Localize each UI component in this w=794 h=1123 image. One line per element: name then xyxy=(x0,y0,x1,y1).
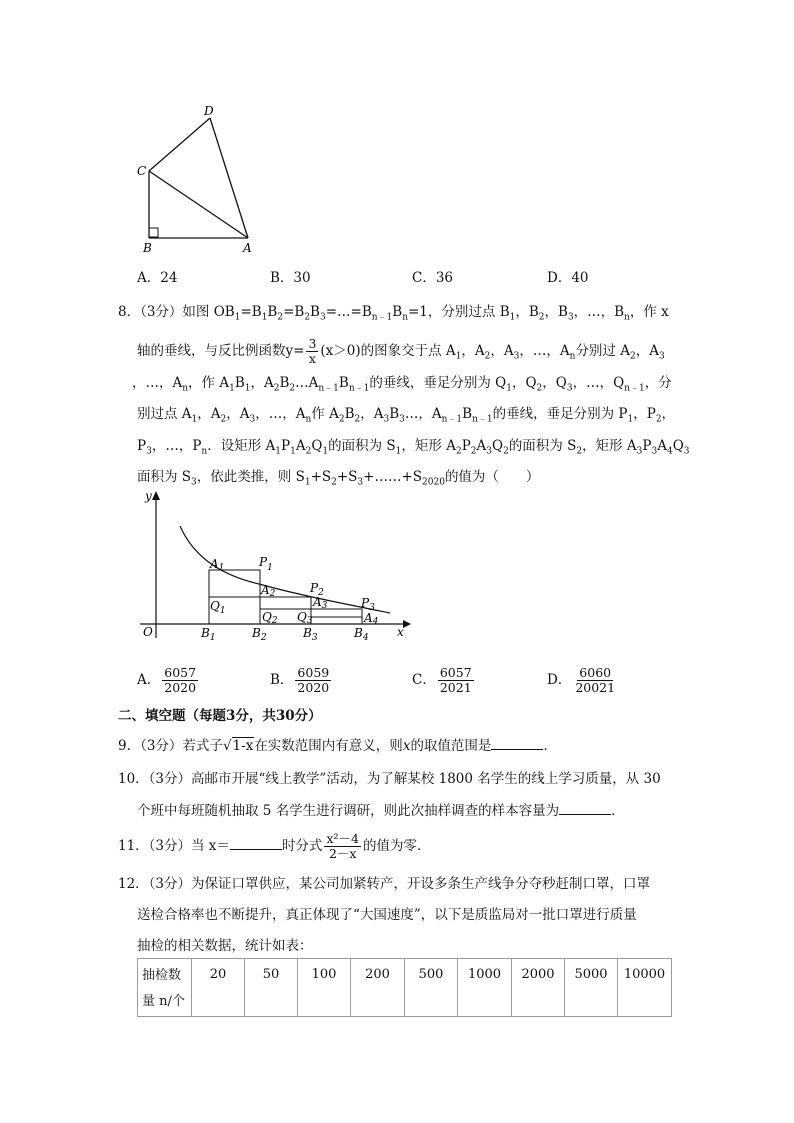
table-cell: 500 xyxy=(405,959,458,1017)
q11-fraction: $\frac{\text{x²－4}}{2-x}$ xyxy=(326,831,359,861)
q7-label-B: B xyxy=(143,241,152,255)
table-cell: 100 xyxy=(298,959,351,1017)
table-cell: 2000 xyxy=(512,959,565,1017)
q10-line-1: 10．（3分）高邮市开展“线上教学”活动，为了解某校 1800 名学生的线上学习质量，从 30 xyxy=(118,771,661,787)
q7-segment-CD xyxy=(149,118,210,171)
q8-option-b: B． $\frac{6059}{2020}$ xyxy=(270,665,330,695)
q8-line-4: 别过点 $A_1$，$A_2$，$A_3$，…，$A_n$作 $A_2B_2$，$A_3B_3\dots$，$A_{n﹣1}B_{n﹣1}$的垂线，垂足分别为 $P_1$，$P_2$， xyxy=(137,406,676,425)
q8-line-1: 8．（3分）如图 $OB_1=B_1B_2=B_2B_3=\dots=B_{n﹣1}B_n=1$，分别过点 $B_1$，$B_2$，$B_3$，…，$B_n$，作 x xyxy=(118,304,669,323)
q11-answer-blank[interactable] xyxy=(230,835,282,850)
q9-sqrt: √1-x xyxy=(222,738,254,754)
table-cell: 10000 xyxy=(618,959,672,1017)
q8-label-B1: $B_1$ xyxy=(201,626,216,643)
q7-label-D: D xyxy=(204,104,214,118)
q12-line-2: 送检合格率也不断提升，真正体现了“大国速度”，以下是质监局对一批口罩进行质量 xyxy=(137,907,637,923)
q8-label-y: y xyxy=(145,489,152,503)
q7-option-d: D．40 xyxy=(547,270,589,286)
q8-label-Q2: Q2 xyxy=(262,610,278,626)
q8-line-3: ，…，$A_n$，作 $A_1B_1$，$A_2B_2\dots A_{n﹣1}B_{n﹣1}$的垂线，垂足分别为 $Q_1$，$Q_2$，$Q_3$，…，$Q_{n﹣1}$，分 xyxy=(132,375,672,394)
q8-label-P2: $P_2$ xyxy=(310,581,324,598)
q7-option-b: B．30 xyxy=(270,270,311,286)
q8-label-O: O xyxy=(143,625,153,639)
q12-line-3: 抽检的相关数据，统计如表： xyxy=(137,938,313,954)
q8-label-B3: $B_3$ xyxy=(303,626,318,643)
q8-rect-A1P1A2Q1 xyxy=(209,570,260,597)
q12-line-1: 12．（3分）为保证口罩供应，某公司加紧转产，开设多条生产线争分夺秒赶制口罩，口罩 xyxy=(118,876,651,892)
q8-label-A1: A1 xyxy=(210,557,225,573)
q8-label-P1: $P_1$ xyxy=(259,555,273,573)
table-cell: 5000 xyxy=(565,959,618,1017)
q8-label-A3: A3 xyxy=(313,595,328,611)
q8-label-B2: $B_2$ xyxy=(252,626,267,643)
q8-option-c: C． $\frac{6057}{2021}$ xyxy=(412,665,472,695)
q7-right-angle-mark xyxy=(149,228,158,237)
q8-function-fraction: $\frac{3}{x}$ xyxy=(308,336,317,366)
q8-line-5: $P_3$，…，$P_n$．设矩形 $A_1P_1A_2Q_1$的面积为 $S_1$，矩形 $A_2P_2A_3Q_2$的面积为 $S_2$，矩形 $A_3P_3A_4Q_3$ xyxy=(137,438,690,457)
table-header-cell: 抽检数 量 n/个 xyxy=(138,959,192,1017)
q8-figure xyxy=(135,488,415,643)
q8-option-d: D． $\frac{6060}{20021}$ xyxy=(547,665,616,695)
q8-label-Q1: $Q_1$ xyxy=(210,599,226,616)
q10-line-2: 个班中每班随机抽取 5 名学生进行调研，则此次抽样调查的样本容量为 ． xyxy=(137,800,625,821)
q9-question: 9．（3分）若式子√1-x在实数范围内有意义，则x的取值范围是 ． xyxy=(118,735,557,756)
q8-rect-A3P3A4Q3 xyxy=(311,609,362,617)
q7-option-c: C．36 xyxy=(412,270,454,286)
q7-figure xyxy=(130,100,270,260)
q8-label-B4: $B_4$ xyxy=(354,626,369,643)
q9-answer-blank[interactable] xyxy=(491,735,543,750)
q7-label-A: A xyxy=(243,241,252,255)
q8-y-axis-arrow xyxy=(152,491,160,500)
q8-rect-A2P2A3Q2 xyxy=(260,597,311,609)
q7-label-C: C xyxy=(137,164,147,178)
table-row xyxy=(138,959,672,1017)
section-heading-fill-in: 二、填空题（每题3分，共30分） xyxy=(118,708,322,724)
q8-line-6: 面积为 $S_3$，依此类推，则 $S_1+S_2+S_3+\dots\dots+S_{2020}$的值为（ ） xyxy=(137,469,540,488)
q7-option-a: A．24 xyxy=(137,270,178,286)
q8-label-P3: $P_3$ xyxy=(361,596,375,613)
table-cell: 1000 xyxy=(458,959,512,1017)
table-cell: 20 xyxy=(192,959,245,1017)
q8-line-2: 轴的垂线，与反比例函数y= $\frac{3}{x}$ (x＞0)的图象交于点 $A_1$，$A_2$，$A_3$，…，$A_n$分别过 $A_2$，$A_3$ xyxy=(137,336,665,366)
q8-label-A2: A2 xyxy=(261,583,276,599)
q11-question: 11．（3分）当 x＝ 时分式 $\frac{\text{x²－4}}{2-x}$ 的值为零． xyxy=(118,831,431,861)
q8-option-a: A． $\frac{6057}{2020}$ xyxy=(137,665,197,695)
q10-answer-blank[interactable] xyxy=(559,800,611,815)
q8-x-axis-arrow xyxy=(403,620,411,628)
q8-label-x: x xyxy=(397,625,404,639)
q12-stat-table xyxy=(137,958,672,1017)
q8-label-Q3: Q3 xyxy=(297,610,313,626)
table-cell: 50 xyxy=(245,959,298,1017)
q7-segment-DA xyxy=(210,118,248,238)
table-cell: 200 xyxy=(351,959,405,1017)
q7-segment-CA xyxy=(149,171,248,238)
q8-label-A4: A4 xyxy=(364,611,379,627)
